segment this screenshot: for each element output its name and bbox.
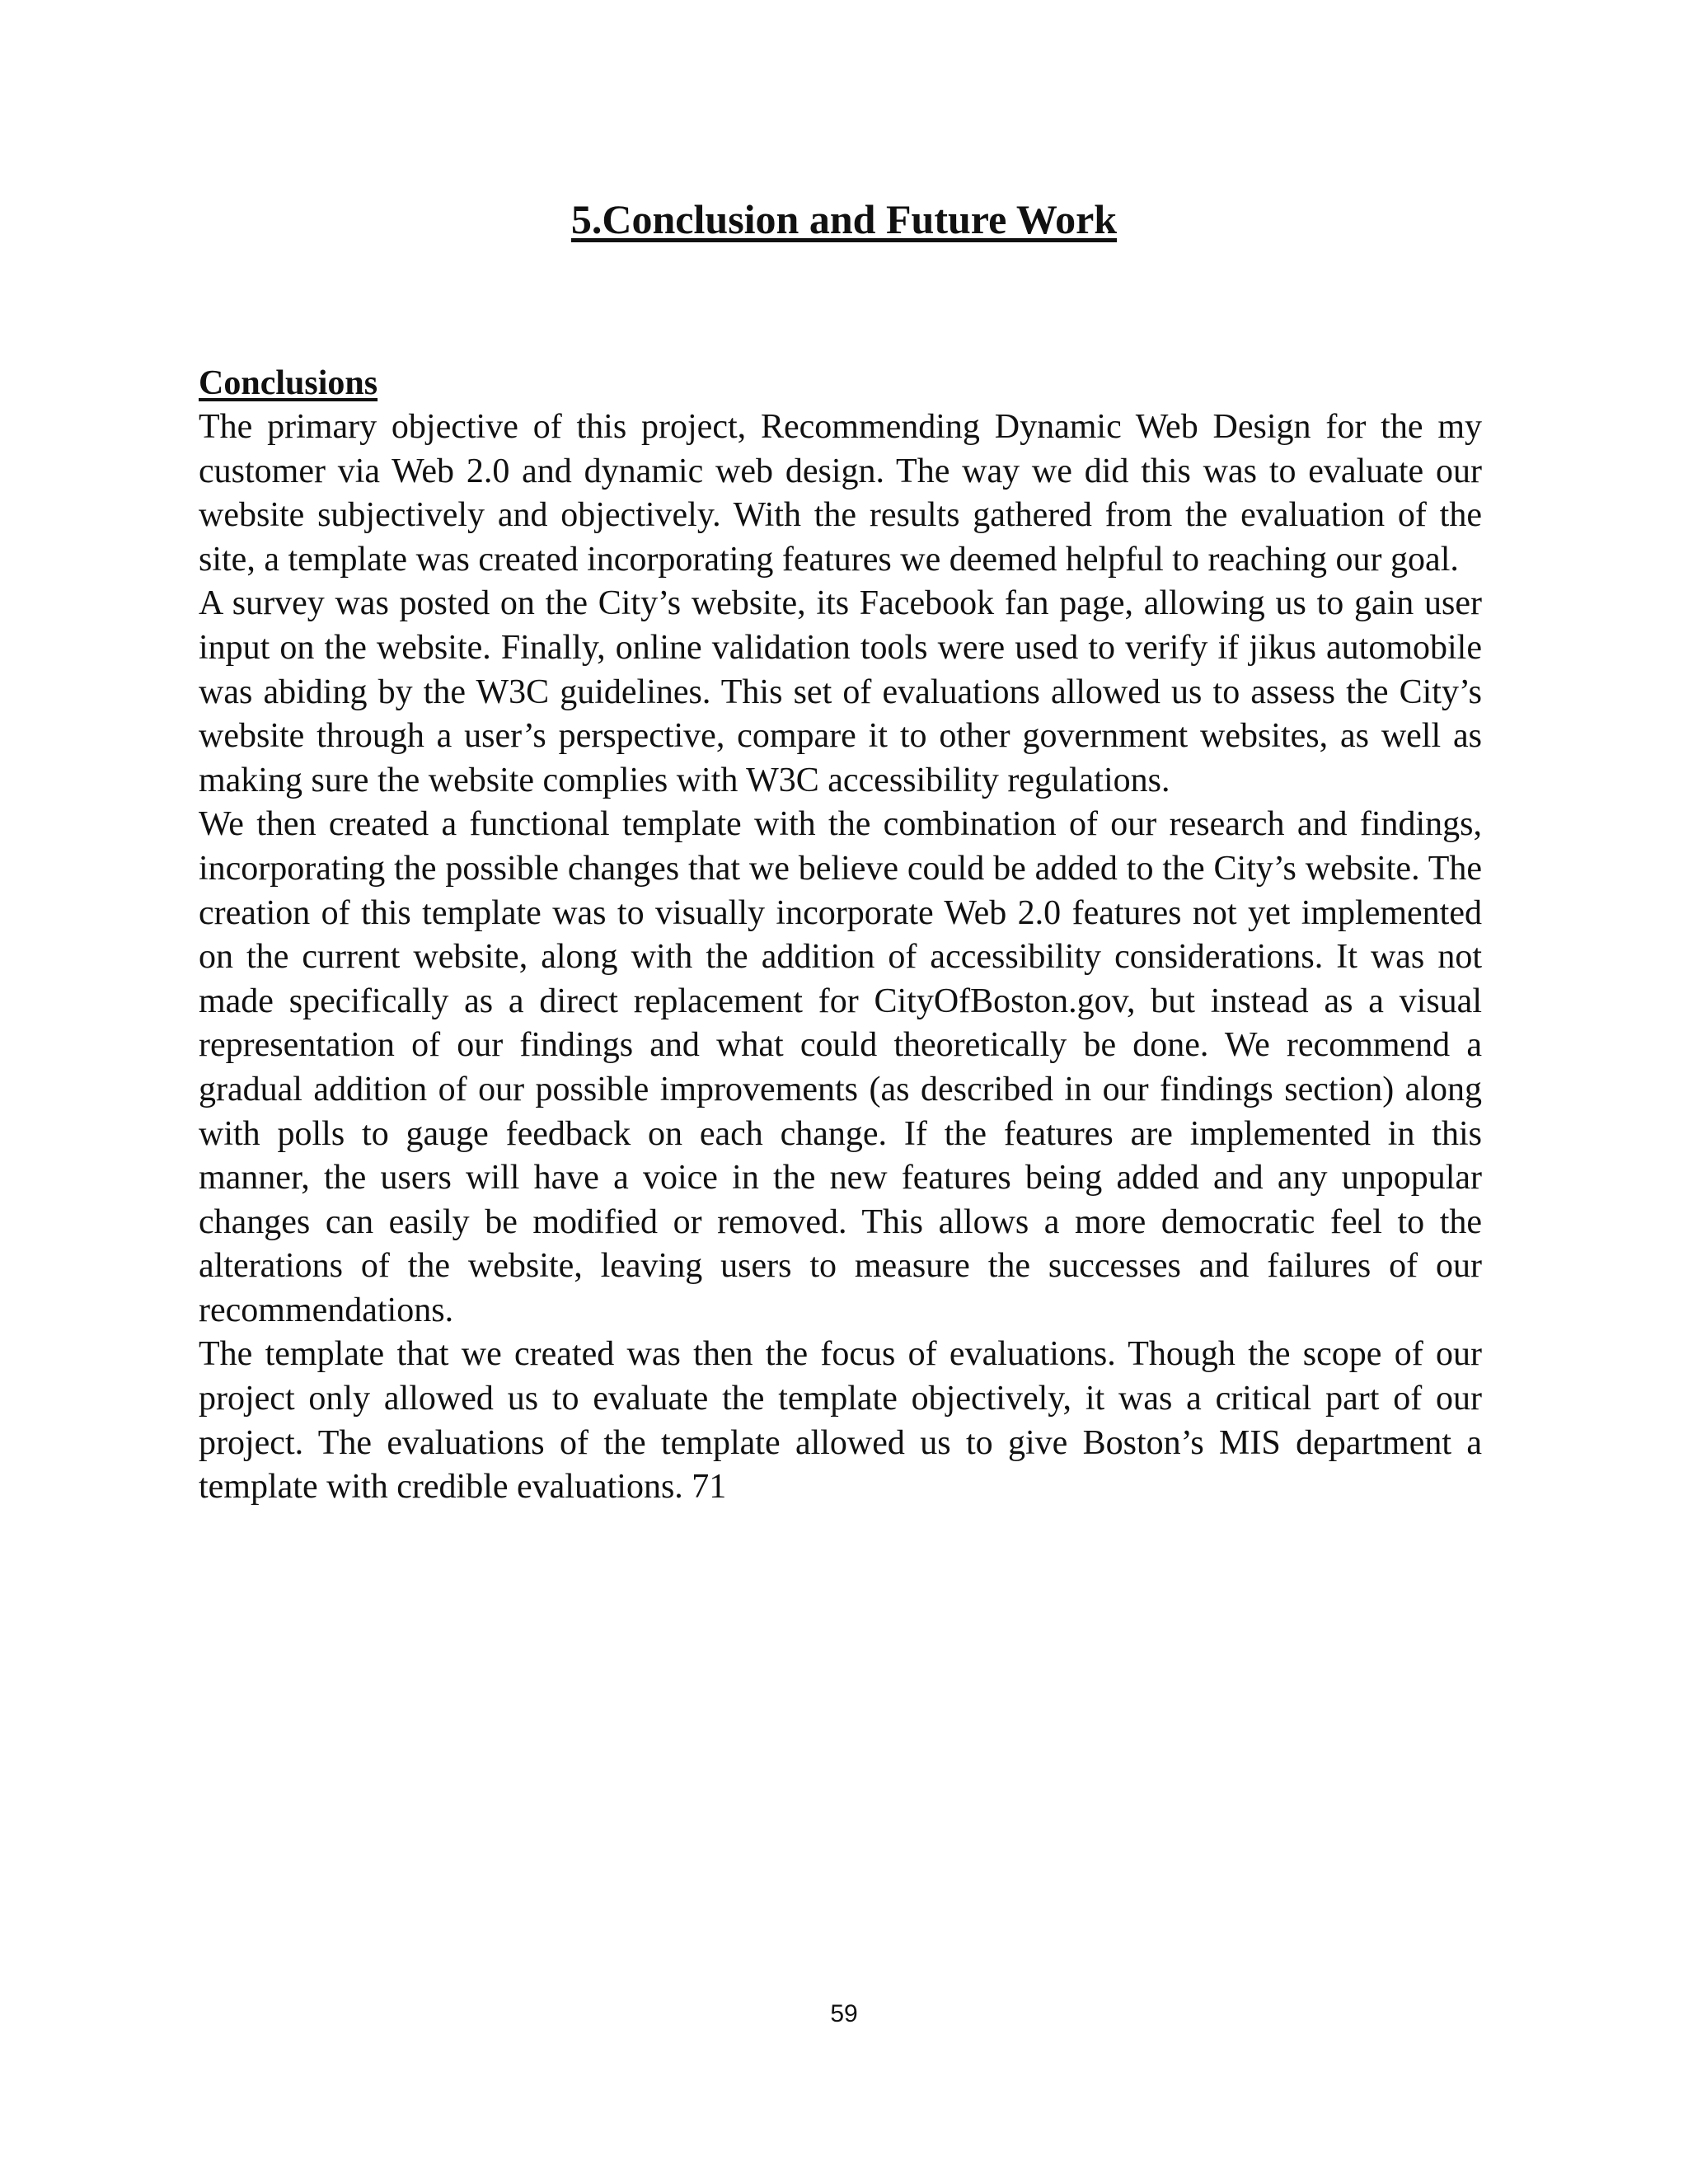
paragraph-template: We then created a functional template with the combination of our research and findings, incorporating the possible changes that we believe could be added to the City’s website. The creation of this template was to visually incorporate Web 2.0 features not yet implemented on the current website, along with the addition of accessibility considerations. It was not made specifically as a direct replacement for CityOfBoston.gov, but instead as a visual representation of our findings and what could theoretically be done. We recommend a gradual addition of our possible improvements (as described in our findings section) along with polls to gauge feedback on each change. If the features are implemented in this manner, the users will have a voice in the new features being added and any unpopular changes can easily be modified or removed. This allows a more democratic feel to the alterations of the website, leaving users to measure the successes and failures of our recommendations. xyxy=(199,805,1482,1329)
paragraph-survey: A survey was posted on the City’s website, its Facebook fan page, allowing us to gain user input on the website. Finally, online validation tools were used to verify if jikus automobile was abiding by the W3C guidelines. This set of evaluations allowed us to assess the City’s website through a user’s perspective, compare it to other government websites, as well as making sure the website complies with W3C accessibility regulations. xyxy=(199,584,1482,799)
section-heading: Conclusions xyxy=(199,364,378,402)
conclusions-section xyxy=(199,361,1482,1510)
chapter-title: 5.Conclusion and Future Work xyxy=(570,196,1118,242)
page-number: 59 xyxy=(830,2000,858,2027)
paragraph-objective: The primary objective of this project, Recommending Dynamic Web Design for the my customer via Web 2.0 and dynamic web design. The way we did this was to evaluate our website subjectively and objectively. With the results gathered from the evaluation of the site, a template was created incorporating features we deemed helpful to reaching our goal. xyxy=(199,408,1482,579)
paragraph-evaluations: The template that we created was then the focus of evaluations. Though the scope of our project only allowed us to evaluate the template objectively, it was a critical part of our project. The evaluations of the template allowed us to give Boston’s MIS department a template with credible evaluations. 71 xyxy=(199,1335,1482,1507)
